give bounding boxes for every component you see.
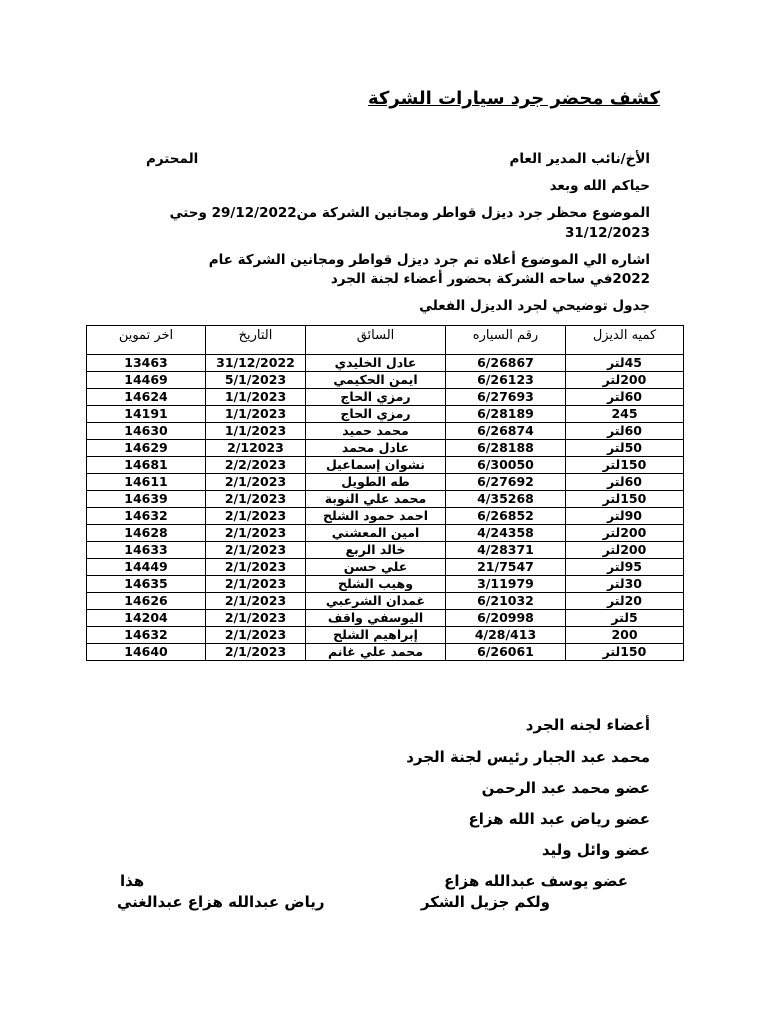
table-row	[87, 355, 684, 372]
cell-last-refuel: 13463	[87, 355, 206, 372]
cell-diesel-quantity: 20لتر	[566, 593, 684, 610]
cell-date: 2/1/2023	[206, 525, 306, 542]
cell-driver: رمزي الحاج	[306, 406, 446, 423]
cell-last-refuel: 14628	[87, 525, 206, 542]
cell-driver: عادل الخليدي	[306, 355, 446, 372]
cell-diesel-quantity: 200لتر	[566, 372, 684, 389]
body-line-2: 2022في ساحه الشركة بحضور أعضاء لجنة الجرد	[330, 271, 650, 287]
cell-diesel-quantity: 50لتر	[566, 440, 684, 457]
cell-driver: خالد الربع	[306, 542, 446, 559]
subject-line-1: الموضوع محظر جرد ديزل قواطر ومجانين الشركة من29/12/2022 وحتي	[169, 205, 650, 221]
table-row	[87, 372, 684, 389]
cell-last-refuel: 14449	[87, 559, 206, 576]
cell-date: 2/1/2023	[206, 627, 306, 644]
cell-vehicle-number: 6/26867	[446, 355, 566, 372]
committee-heading: أعضاء لجنه الجرد	[525, 716, 650, 734]
cell-last-refuel: 14632	[87, 627, 206, 644]
subject-line-2: 31/12/2023	[564, 225, 650, 241]
cell-diesel-quantity: 30لتر	[566, 576, 684, 593]
table-row	[87, 644, 684, 661]
cell-diesel-quantity: 60لتر	[566, 389, 684, 406]
table-row	[87, 406, 684, 423]
table-row	[87, 423, 684, 440]
cell-date: 1/1/2023	[206, 389, 306, 406]
cell-vehicle-number: 6/26874	[446, 423, 566, 440]
cell-vehicle-number: 6/27693	[446, 389, 566, 406]
cell-last-refuel: 14629	[87, 440, 206, 457]
cell-date: 2/1/2023	[206, 644, 306, 661]
table-row	[87, 457, 684, 474]
cell-driver: عادل محمد	[306, 440, 446, 457]
cell-vehicle-number: 4/28/413	[446, 627, 566, 644]
table-row	[87, 559, 684, 576]
cell-diesel-quantity: 245	[566, 406, 684, 423]
cell-date: 1/1/2023	[206, 423, 306, 440]
cell-driver: محمد حميد	[306, 423, 446, 440]
recipient-line: الأخ/نائب المدير العام	[509, 151, 650, 167]
cell-last-refuel: 14624	[87, 389, 206, 406]
cell-last-refuel: 14632	[87, 508, 206, 525]
cell-driver: محمد علي غانم	[306, 644, 446, 661]
header-vehicle-number: رقم السياره	[446, 326, 566, 355]
table-row	[87, 542, 684, 559]
cell-last-refuel: 14635	[87, 576, 206, 593]
header-last-refuel: اخر تموين	[87, 326, 206, 355]
cell-diesel-quantity: 200لتر	[566, 542, 684, 559]
cell-vehicle-number: 4/24358	[446, 525, 566, 542]
cell-last-refuel: 14626	[87, 593, 206, 610]
cell-last-refuel: 14639	[87, 491, 206, 508]
table-row	[87, 491, 684, 508]
table-header-row	[87, 326, 684, 355]
cell-vehicle-number: 6/26852	[446, 508, 566, 525]
cell-vehicle-number: 4/28371	[446, 542, 566, 559]
cell-diesel-quantity: 60لتر	[566, 423, 684, 440]
table-row	[87, 508, 684, 525]
table-row	[87, 440, 684, 457]
cell-driver: غمدان الشرعبي	[306, 593, 446, 610]
table-row	[87, 474, 684, 491]
cell-date: 1/1/2023	[206, 406, 306, 423]
cell-diesel-quantity: 5لتر	[566, 610, 684, 627]
cell-date: 31/12/2022	[206, 355, 306, 372]
cell-date: 2/1/2023	[206, 542, 306, 559]
cell-last-refuel: 14633	[87, 542, 206, 559]
cell-driver: نشوان إسماعيل	[306, 457, 446, 474]
closing-word: هذا	[120, 872, 145, 890]
cell-last-refuel: 14204	[87, 610, 206, 627]
cell-date: 2/1/2023	[206, 559, 306, 576]
cell-vehicle-number: 6/27692	[446, 474, 566, 491]
cell-vehicle-number: 6/26061	[446, 644, 566, 661]
cell-diesel-quantity: 150لتر	[566, 644, 684, 661]
cell-date: 2/1/2023	[206, 610, 306, 627]
cell-driver: امين المعشني	[306, 525, 446, 542]
cell-last-refuel: 14611	[87, 474, 206, 491]
cell-driver: اليوسفي واقف	[306, 610, 446, 627]
cell-date: 2/12023	[206, 440, 306, 457]
cell-last-refuel: 14681	[87, 457, 206, 474]
diesel-inventory-table	[86, 325, 684, 661]
cell-driver: علي حسن	[306, 559, 446, 576]
cell-vehicle-number: 6/28189	[446, 406, 566, 423]
cell-vehicle-number: 4/35268	[446, 491, 566, 508]
cell-driver: وهيب الشلح	[306, 576, 446, 593]
committee-member-4: عضو وائل وليد	[541, 841, 650, 859]
cell-date: 2/1/2023	[206, 508, 306, 525]
cell-date: 5/1/2023	[206, 372, 306, 389]
cell-vehicle-number: 6/26123	[446, 372, 566, 389]
cell-diesel-quantity: 150لتر	[566, 457, 684, 474]
header-driver: السائق	[306, 326, 446, 355]
committee-member-5: عضو يوسف عبدالله هزاع	[444, 872, 628, 890]
cell-vehicle-number: 3/11979	[446, 576, 566, 593]
header-date: التاريخ	[206, 326, 306, 355]
recipient-honorific: المحترم	[146, 151, 199, 167]
cell-driver: احمد حمود الشلح	[306, 508, 446, 525]
greeting: حياكم الله وبعد	[549, 178, 650, 194]
committee-member-2: عضو محمد عبد الرحمن	[481, 779, 650, 797]
cell-diesel-quantity: 45لتر	[566, 355, 684, 372]
committee-member-1: محمد عبد الجبار رئيس لجنة الجرد	[406, 748, 650, 766]
table-row	[87, 593, 684, 610]
cell-last-refuel: 14630	[87, 423, 206, 440]
table-row	[87, 610, 684, 627]
cell-diesel-quantity: 60لتر	[566, 474, 684, 491]
cell-date: 2/1/2023	[206, 576, 306, 593]
cell-vehicle-number: 6/28188	[446, 440, 566, 457]
cell-diesel-quantity: 150لتر	[566, 491, 684, 508]
closing-thanks: ولكم جزيل الشكر	[420, 893, 550, 911]
cell-last-refuel: 14640	[87, 644, 206, 661]
cell-date: 2/1/2023	[206, 593, 306, 610]
table-row	[87, 627, 684, 644]
cell-date: 2/1/2023	[206, 491, 306, 508]
table-row	[87, 389, 684, 406]
cell-last-refuel: 14469	[87, 372, 206, 389]
cell-driver: رمزي الحاج	[306, 389, 446, 406]
cell-date: 2/2/2023	[206, 457, 306, 474]
cell-date: 2/1/2023	[206, 474, 306, 491]
body-line-1: اشاره الي الموضوع أعلاه تم جرد ديزل قواطر ومجانين الشركة عام	[208, 252, 650, 268]
cell-vehicle-number: 21/7547	[446, 559, 566, 576]
signatory-name: رياض عبدالله هزاع عبدالغني	[117, 893, 325, 911]
cell-diesel-quantity: 200لتر	[566, 525, 684, 542]
cell-vehicle-number: 6/20998	[446, 610, 566, 627]
committee-member-3: عضو رياض عبد الله هزاع	[468, 810, 650, 828]
cell-driver: محمد علي النوبة	[306, 491, 446, 508]
cell-diesel-quantity: 90لتر	[566, 508, 684, 525]
cell-driver: ايمن الحكيمي	[306, 372, 446, 389]
cell-last-refuel: 14191	[87, 406, 206, 423]
cell-diesel-quantity: 95لتر	[566, 559, 684, 576]
table-row	[87, 576, 684, 593]
cell-vehicle-number: 6/21032	[446, 593, 566, 610]
cell-diesel-quantity: 200	[566, 627, 684, 644]
table-caption: جدول توضيحي لجرد الديزل الفعلي	[419, 298, 650, 314]
header-diesel-quantity: كميه الديزل	[566, 326, 684, 355]
cell-driver: طه الطويل	[306, 474, 446, 491]
document-title: كشف محضر جرد سيارات الشركة	[368, 88, 660, 109]
table-row	[87, 525, 684, 542]
cell-driver: إبراهيم الشلح	[306, 627, 446, 644]
cell-vehicle-number: 6/30050	[446, 457, 566, 474]
